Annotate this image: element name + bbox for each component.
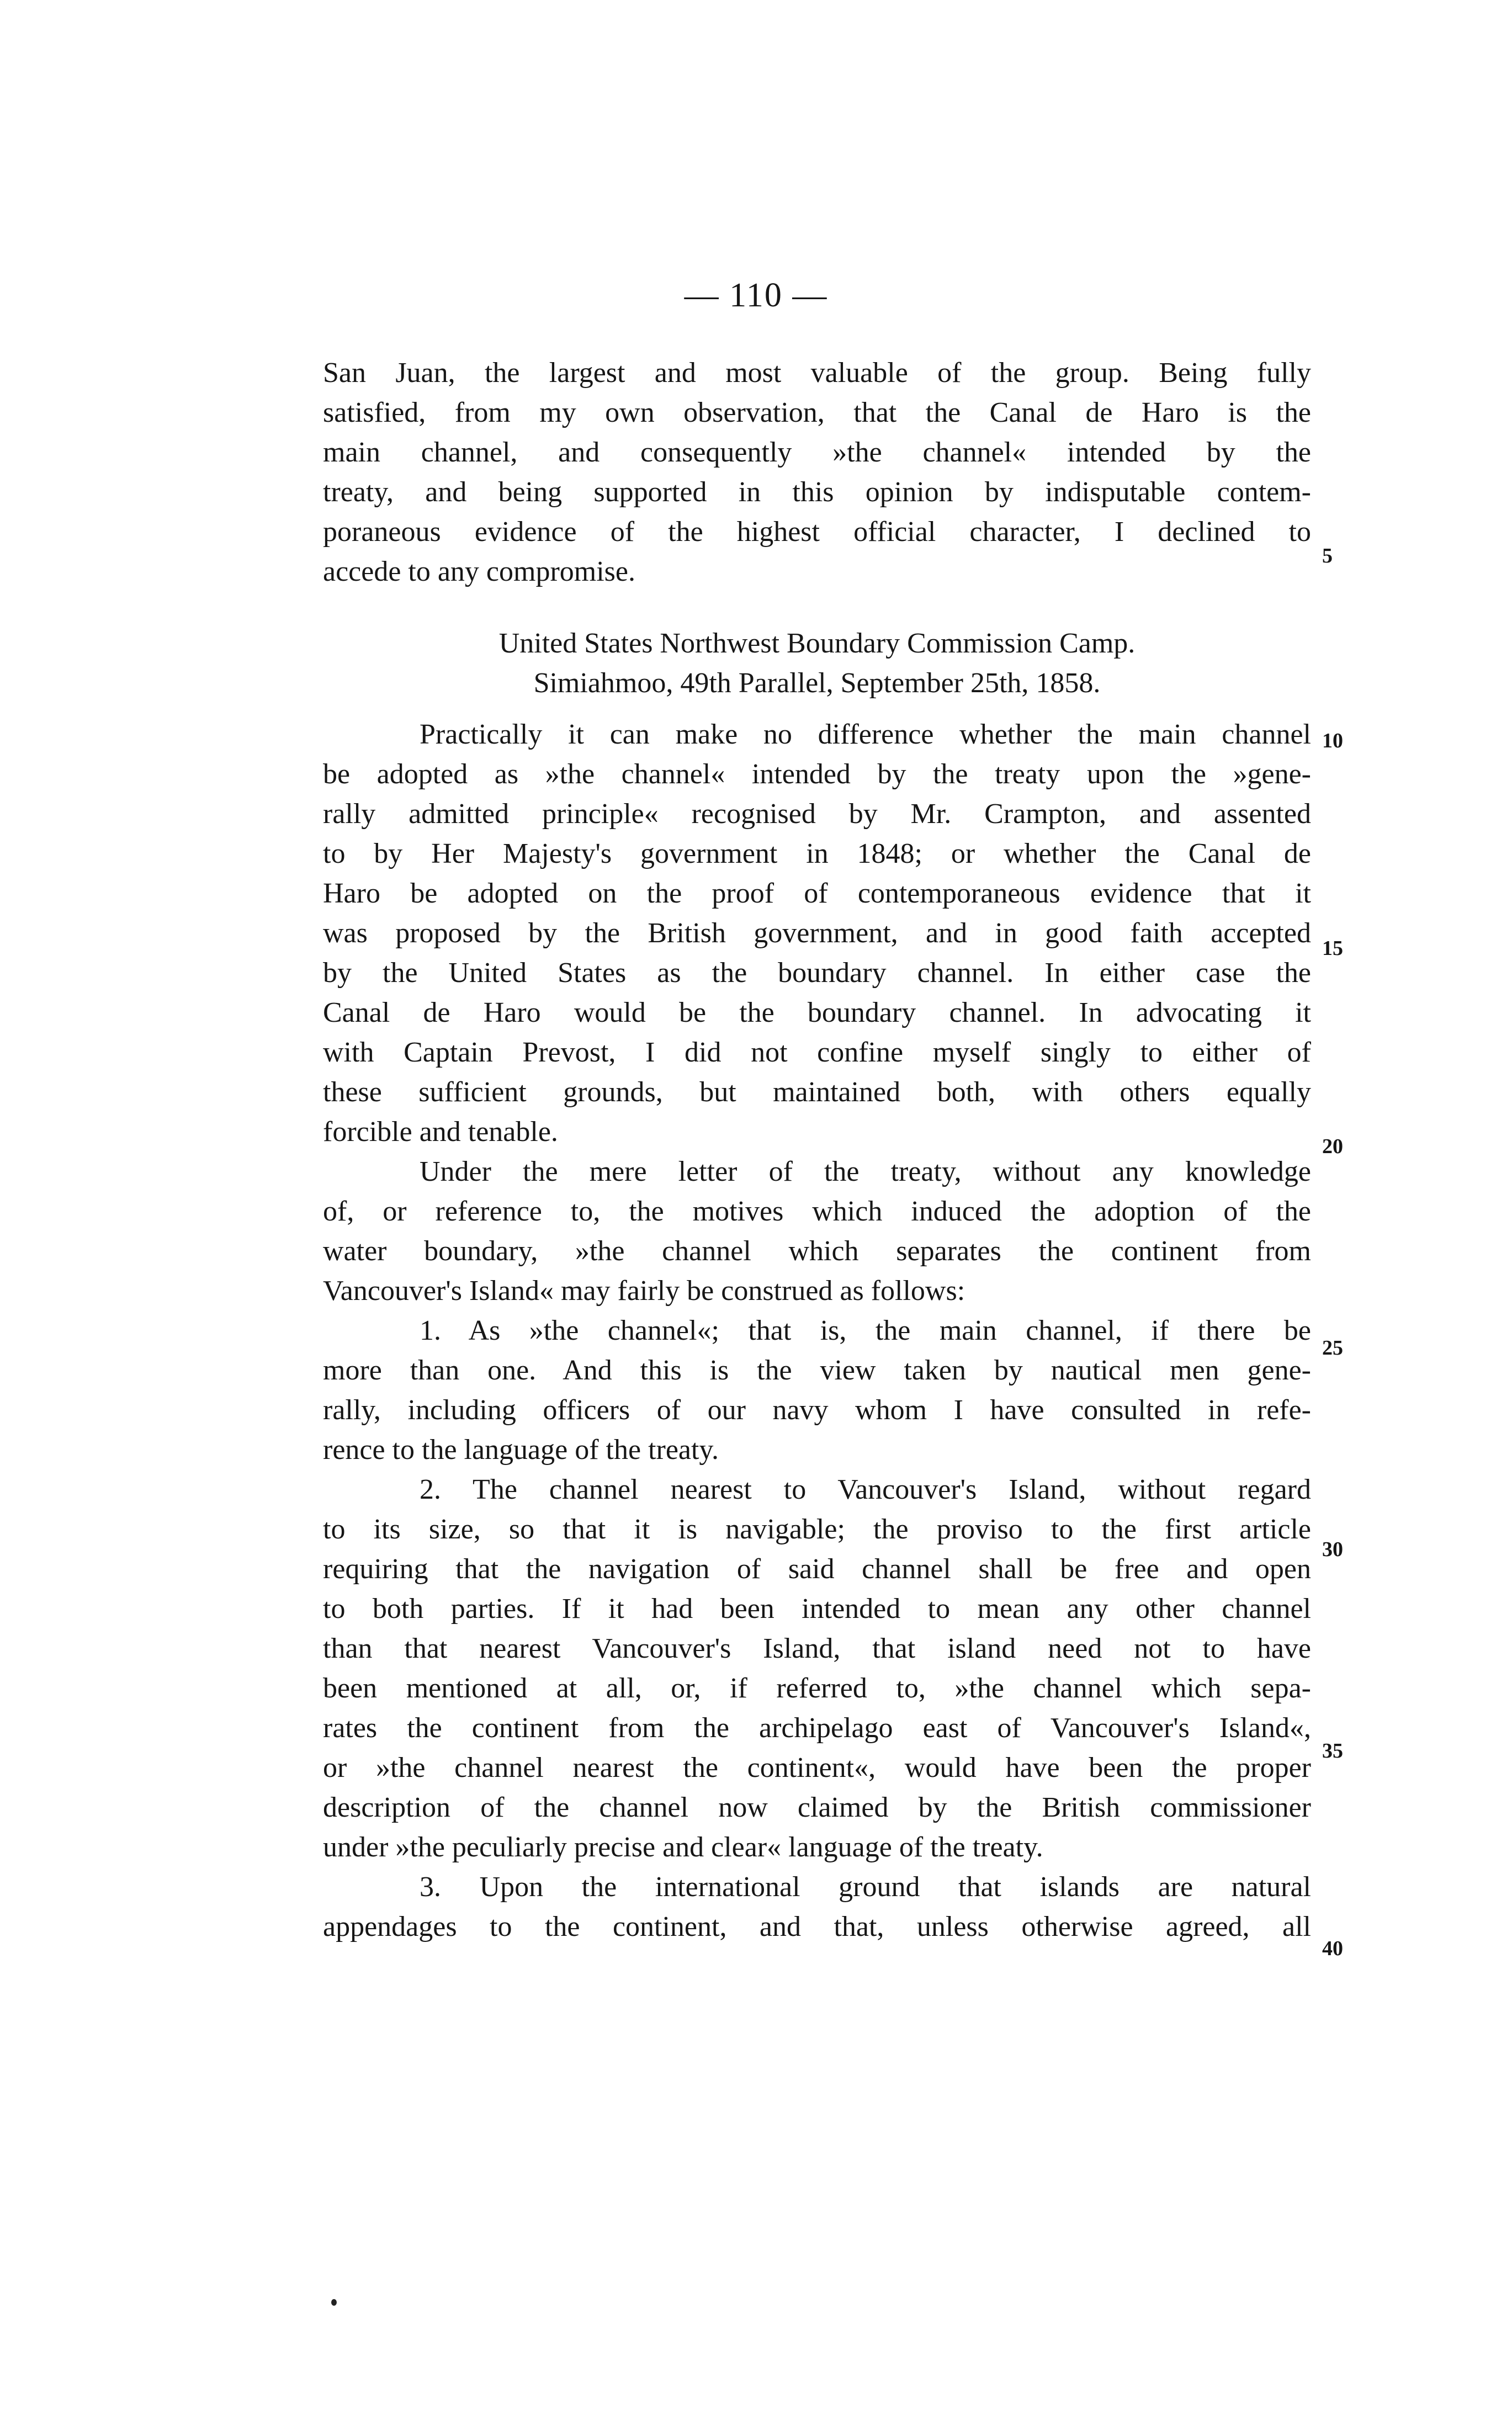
text-line: main channel, and consequently »the channel« intended by the: [323, 437, 1311, 468]
text-line: 3. Upon the international ground that islands are natural: [420, 1871, 1311, 1903]
text-line: to both parties. If it had been intended to mean any other channel: [323, 1593, 1311, 1625]
text-line: water boundary, »the channel which separates the continent from: [323, 1235, 1311, 1267]
page-number: — 110 —: [684, 277, 828, 314]
paragraph: [323, 1470, 1311, 1867]
text-line: rence to the language of the treaty.: [323, 1434, 719, 1466]
text-line: with Captain Prevost, I did not confine myself singly to either of: [323, 1037, 1311, 1068]
text-line: been mentioned at all, or, if referred to, »the channel which sepa-: [323, 1673, 1311, 1704]
heading-line-1: United States Northwest Boundary Commission Camp.: [498, 628, 1136, 659]
ink-spot: [331, 2299, 337, 2306]
paragraph: [323, 1867, 1311, 1947]
text-line: to its size, so that it is navigable; the proviso to the first article: [323, 1514, 1311, 1545]
line-number: 35: [1322, 1739, 1343, 1763]
text-line: satisfied, from my own observation, that the Canal de Haro is the: [323, 397, 1311, 428]
text-line: than that nearest Vancouver's Island, that island need not to have: [323, 1633, 1311, 1664]
paragraph: [323, 1152, 1311, 1311]
heading-line-2: Simiahmoo, 49th Parallel, September 25th, 1858.: [533, 667, 1101, 699]
text-line: these sufficient grounds, but maintained both, with others equally: [323, 1076, 1311, 1108]
text-line: by the United States as the boundary channel. In either case the: [323, 957, 1311, 989]
text-line: be adopted as »the channel« intended by the treaty upon the »gene-: [323, 758, 1311, 790]
text-line: description of the channel now claimed by the British commissioner: [323, 1792, 1311, 1823]
text-line: Under the mere letter of the treaty, without any knowledge: [420, 1156, 1311, 1187]
text-line: rally admitted principle« recognised by Mr. Crampton, and assented: [323, 798, 1311, 830]
text-line: 1. As »the channel«; that is, the main channel, if there be: [420, 1315, 1311, 1346]
line-number: 10: [1322, 729, 1343, 752]
line-number: 30: [1322, 1538, 1343, 1561]
text-line: Vancouver's Island« may fairly be construed as follows:: [323, 1275, 965, 1307]
text-line: poraneous evidence of the highest official character, I declined to: [323, 516, 1311, 548]
text-line: Haro be adopted on the proof of contemporaneous evidence that it: [323, 878, 1311, 909]
text-line: more than one. And this is the view taken by nautical men gene-: [323, 1355, 1311, 1386]
text-line: treaty, and being supported in this opinion by indisputable contem-: [323, 476, 1311, 508]
paragraph: [323, 715, 1311, 1152]
text-line: to by Her Majesty's government in 1848; or whether the Canal de: [323, 838, 1311, 869]
line-number: 40: [1322, 1937, 1343, 1960]
text-line: Practically it can make no difference whether the main channel: [420, 719, 1311, 750]
text-line: 2. The channel nearest to Vancouver's Island, without regard: [420, 1474, 1311, 1505]
line-number: 25: [1322, 1336, 1343, 1360]
text-line: of, or reference to, the motives which induced the adoption of the: [323, 1196, 1311, 1227]
text-line: under »the peculiarly precise and clear« language of the treaty.: [323, 1832, 1043, 1863]
text-line: forcible and tenable.: [323, 1116, 558, 1148]
text-line: rally, including officers of our navy whom I have consulted in refe-: [323, 1394, 1311, 1426]
text-line: or »the channel nearest the continent«, would have been the proper: [323, 1752, 1311, 1784]
text-line: Canal de Haro would be the boundary channel. In advocating it: [323, 997, 1311, 1028]
paragraph: [323, 1311, 1311, 1470]
paragraph-continuation: [323, 353, 1311, 592]
line-number: 20: [1322, 1135, 1343, 1158]
text-line: rates the continent from the archipelago east of Vancouver's Island«,: [323, 1712, 1311, 1744]
text-line: accede to any compromise.: [323, 556, 635, 587]
text-line: requiring that the navigation of said channel shall be free and open: [323, 1553, 1311, 1585]
text-line: San Juan, the largest and most valuable of the group. Being fully: [323, 357, 1311, 389]
text-line: appendages to the continent, and that, unless otherwise agreed, all: [323, 1911, 1311, 1942]
line-number: 5: [1322, 544, 1333, 567]
letter-heading: [323, 624, 1311, 703]
text-line: was proposed by the British government, and in good faith accepted: [323, 917, 1311, 949]
line-number: 15: [1322, 937, 1343, 960]
